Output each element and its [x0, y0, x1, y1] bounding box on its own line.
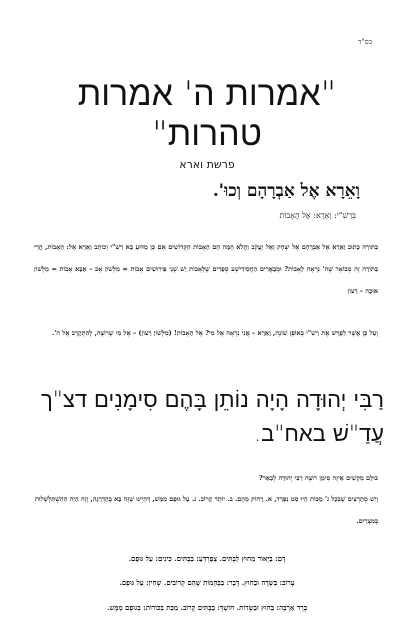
paragraph-avos: בַּתּוֹרָה כָּתוּב וָאֵרָא אֶל אַבְרָהָם אֶל יִצְחָק וְאֶל יַעֲקֹב וַהֲלֹא הֵמָּה הֵם הָאָבוֹת הַקְּדוֹשִׁים אִם כֵּן מַדּוּעַ בָּא רַשִׁ"י וְכוֹתֵב וָאֵרָא אֶל: הָאָבוֹת, הֲרֵי בַּתּוֹרָה זֶה מְבוֹאָר שֶׁה' נִרְאָה לָאָבוֹת? וּמְבָאֲרִים הַחֲסִידִישְׁע סְפָרִים שֶׁלְּאָבוֹת יֵשׁ שְׁנֵי פֵּירוּשִׁים אָבוֹת = מִלְּשׁוֹן אָב – אַבָּא אָבוֹת = מִלְּשׁוֹן אוּבָה – רָצוֹן: [34, 243, 378, 295]
question-line: כּוּלָם מַקְשִׁים אֵיזֶה סִימָן רוֹצֶה רַבִּי יְהוּדָה לְבָאֵר?: [258, 474, 378, 482]
page-title-line-1: "אמרות ה' אמרות: [77, 74, 337, 114]
verse-heading: וָאֵרָא אֶל אַבְרָהָם וְכוּ'.: [212, 181, 360, 201]
sign-line-1: דָּם: בַּיְּאוֹר מֵחוּץ לַבָּתִּים. צְפַרְדֵּעַ: בַּבָּתִּים. כִּינִים: עַל גּוּפָם.: [128, 554, 286, 563]
parsha-name: פרשת וארא: [179, 158, 235, 171]
page-title-line-2: טהרות": [152, 114, 262, 154]
rashi-quote: בְּרַשִׁ"י: וָאֵרָא: אֶל הָאָבוֹת: [279, 211, 356, 220]
sign-line-2: עָרוֹב: בַּשָּׂדֶה וּבַחוּץ. דֶּבֶר: בַּבְּהֵמוֹת שֶׁהֵם קְרוֹבִים. שְׁחִין: עַל גּוּפָם.: [119, 578, 295, 587]
sign-line-3: בָּרָד אַרְבֶּה: בַּחוּץ וּבַשָּׂדוֹת. חוֹשֶׁךְ: בַּבָּתִּים קָרוֹב. מַכַּת בְּכוֹרוֹת: בְּגוּפָם מַמָּשׁ.: [106, 603, 308, 612]
explanation-paragraph: וְיֵשׁ מְתָרְצִים שֶׁבְּכָל ג' מַכּוֹת הָיוּ סֵט נִפְרָד, א. רָחוֹק מֵהֶם. ב. יוֹתֵר קָרוֹב. ג. עַל גּוּפָם מַמָּשׁ, דְּהַיְינוּ שֶׁזֶּה בָּא בְּהַדְרָגָה, וְזֶה הָיָה הַהִשְׁתַּלְשְׁלוּת בְּמִצְרַיִם.: [34, 495, 378, 525]
section-heading: רַבִּי יְהוּדָה הָיָה נוֹתֵן בָּהֶם סִימָנִים דצ"ך עֲדַ"שׁ באח"ב.: [41, 388, 384, 447]
paragraph-interpretation: וְעַל כֵּן אֲשֶׁר לְפָרֵשׁ אֶת רַשִׁ"י בְּאוֹפֶן שׁוֹנֶה, וָאֵרָא – אֲנִי נִרְאָה אֶל מִי? אֶל הָאָבוֹת! (מִלְּשׁוֹן רָצוֹן) – אֶל מִי שֶׁרוֹצֶה, לְהִתְקָרֵב אֶל ה'.: [52, 329, 378, 337]
bsd-header: בס"ד: [358, 38, 372, 46]
